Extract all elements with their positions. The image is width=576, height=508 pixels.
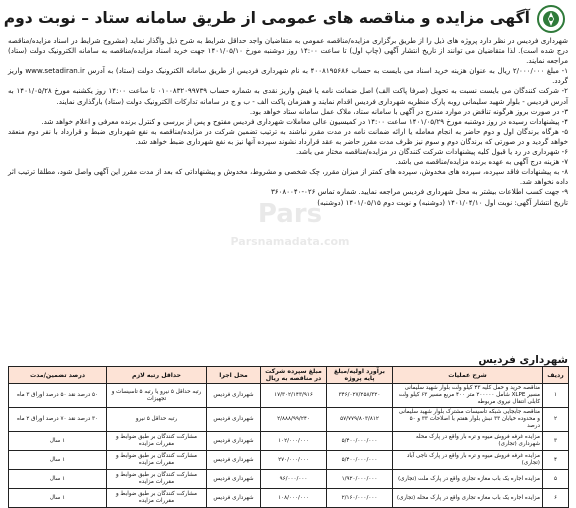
row-min-rank: رتبه حداقل ۵ نیرو یا رتبه ۵ تاسیسات و تجهیزات (107, 384, 207, 408)
row-base-price: ۱/۹۲۰/۰۰۰/۰۰۰ (327, 470, 393, 489)
watermark-domain: Parsnamadata.com (230, 235, 350, 248)
condition-7: ۷- هزینه درج آگهی به عهده برنده مزایده/مناقصه می باشد. (395, 157, 568, 167)
row-base-price: ۳۴۶/۰۲۷/۲۵۸/۳۲۰ (327, 384, 393, 408)
col-header-guarantee: درصد تضمین/مدت (9, 367, 107, 384)
page-title: آگهی مزایده و مناقصه های عمومی از طریق سامانه ستاد – نوبت دوم (3, 9, 530, 27)
row-guarantee: ۱ سال (9, 470, 107, 489)
row-number: ۴ (543, 451, 569, 470)
condition-5: ۵- هرگاه برندگان اول و دوم حاضر به انجام معامله یا ارائه ضمانت نامه در مدت مقرر نباشند به ترتیب تضمین شرکت در مزایده/مناقصه به نفع شهرداری ضبط و قرارداد با نفر دوم منعقد خواهد گردید و در صورتی که برندگان دوم و سوم نیز ظرف مدت مقرر حاضر به عقد قرارداد نشوند سپرده آنها نیز به نفع شهرداری ضبط خواهد شد. (8, 126, 568, 146)
row-location: شهرداری فردیس (207, 408, 261, 432)
col-header-location: محل اجرا (207, 367, 261, 384)
row-deposit: ۱۰۸/۰۰۰/۰۰۰ (261, 489, 327, 508)
row-location: شهرداری فردیس (207, 470, 261, 489)
row-base-price: ۵۷/۷۷۹/۸۰۳/۸۱۲ (327, 408, 393, 432)
row-number: ۱ (543, 384, 569, 408)
row-base-price: ۵/۴۰۰/۰۰۰/۰۰۰ (327, 451, 393, 470)
row-number: ۵ (543, 470, 569, 489)
row-number: ۳ (543, 432, 569, 451)
col-header-description: شرح عملیات (393, 367, 543, 384)
table-row (9, 489, 569, 508)
watermark-text: Pars (257, 199, 323, 229)
row-guarantee: ۱ سال (9, 451, 107, 470)
table-header-row (9, 367, 569, 384)
col-header-row-number: ردیف (543, 367, 569, 384)
announcement-body (8, 36, 568, 336)
row-deposit: ۹۶/۰۰۰/۰۰۰ (261, 470, 327, 489)
intro-paragraph: شهرداری فردیس در نظر دارد پروژه های ذیل را از طریق برگزاری مزایده/مناقصه عمومی به متقاضیان واجد حداقل شرایط به شرح ذیل واگذار نماید (مشروح شرایط در اسناد مزایده/مناقصه درج شده است). لذا متقاضیان می توانند از تاریخ انتشار آگهی (چاپ اول) تا ساعت ۱۴:۰۰ روز دوشنبه مورخ ۱۴۰۱/۰۵/۱۰ جهت خرید اسناد مزایده/مناقصه به سامانه الکترونیک دولت (ستاد) مراجعه نمایند. (8, 36, 568, 66)
col-header-deposit: مبلغ سپرده شرکت در مناقصه به ریال (261, 367, 327, 384)
table-row (9, 451, 569, 470)
row-min-rank: مشارکت کنندگان بر طبق ضوابط و مقررات مزایده (107, 451, 207, 470)
publication-dates: تاریخ انتشار آگهی: نوبت اول ۱۴۰۱/۰۴/۱۰ (دوشنبه) و نوبت دوم ۱۴۰۱/۰۵/۱۵ (دوشنبه) (317, 197, 568, 207)
section-title: شهرداری فردیس (478, 354, 568, 366)
row-min-rank: رتبه حداقل ۵ نیرو (107, 408, 207, 432)
row-min-rank: مشارکت کنندگان بر طبق ضوابط و مقررات مزایده (107, 470, 207, 489)
row-guarantee: ۱ سال (9, 489, 107, 508)
row-location: شهرداری فردیس (207, 432, 261, 451)
row-location: شهرداری فردیس (207, 489, 261, 508)
condition-8: ۸- به پیشنهادات فاقد سپرده، سپرده های مخدوش، سپرده های کمتر از میزان مقرر، چک شخصی و مشروط، مخدوش و پیشنهاداتی که بعد از مدت مقرر این آگهی واصل شود، مطلقا ترتیب اثر داده نخواهد شد. (8, 167, 568, 187)
row-location: شهرداری فردیس (207, 384, 261, 408)
condition-1: ۱- مبلغ ۲/۰۰۰/۰۰۰ ریال به عنوان هزینه خرید اسناد می بایست به حساب ۴۰۰۸۱۹۵۶۸۶ به نام شهرداری فردیس از طریق سامانه الکترونیک دولت (ستاد) به آدرس www.setadiran.ir واریز گردد. (8, 66, 568, 86)
condition-6: ۶- شهرداری در رد یا قبول کلیه پیشنهادات شرکت کنندگان در مزایده/مناقصه مختار می باشد. (295, 147, 568, 157)
municipality-logo-icon (536, 4, 566, 34)
row-description: مزایده اجاره یک باب مغازه تجاری واقع در پارک محله (تجاری) (393, 489, 543, 508)
row-description: مناقصه خرید و حمل کلیه ۴۳ کیلو ولت بلوار شهید سلیمانی مسیر XLPE شامل ۲۰۰۰۰۰ متر ۴۰۰ مربع مسیر ۶۳ کیلو ولت کابلی انتقال نیروی مربوطه (393, 384, 543, 408)
row-min-rank: مشارکت کنندگان بر طبق ضوابط و مقررات مزایده (107, 489, 207, 508)
table-row (9, 408, 569, 432)
row-guarantee: ۱ سال (9, 432, 107, 451)
row-description: مناقصه جابجایی شبکه تاسیسات مشترک بلوار شهید سلیمانی و محدوده خیابان ۳۳ نبش بلوار هفتم با اصلاحات ۳۳ و ۵۰ درصد (393, 408, 543, 432)
col-header-base-price: برآورد اولیه/مبلغ پایه پروژه (327, 367, 393, 384)
table-row (9, 384, 569, 408)
col-header-min-rank: حداقل رتبه لازم (107, 367, 207, 384)
row-location: شهرداری فردیس (207, 451, 261, 470)
condition-3: ۳- در صورت بروز هرگونه تناقض در موارد مندرج در آگهی با سامانه ستاد، ملاک عمل سامانه ستاد خواهد بود. (249, 106, 568, 116)
table-row (9, 470, 569, 489)
row-deposit: ۲۷۰/۰۰۰/۰۰۰ (261, 451, 327, 470)
row-guarantee: ۵۰ درصد نقد ۵۰ درصد اوراق ۳ ماه (9, 384, 107, 408)
row-deposit: ۲/۸۸۸/۹۹/۲۴۰ (261, 408, 327, 432)
table-row (9, 432, 569, 451)
row-description: مزایده غرفه فروش میوه و تره بار واقع در پارک ناجی آباد (تجاری) (393, 451, 543, 470)
row-guarantee: ۳۰ درصد نقد ۷۰ درصد اوراق ۲ ماه (9, 408, 107, 432)
tenders-table (8, 366, 569, 508)
row-description: مزایده اجاره یک باب مغازه تجاری واقع در پارک ملت (تجاری) (393, 470, 543, 489)
condition-4: ۴- پیشنهادات رسیده در روز دوشنبه مورخ ۱۴۰۱/۰۵/۲۹ ساعت ۱۴:۰۰ در کمیسیون عالی معاملات شهرداری فردیس مفتوح و پس از بررسی و کنترل برنده معرفی و اعلام خواهد شد. (41, 116, 568, 126)
row-min-rank: مشارکت کنندگان بر طبق ضوابط و مقررات مزایده (107, 432, 207, 451)
row-base-price: ۵/۴۰۰/۰۰۰/۰۰۰ (327, 432, 393, 451)
row-description: مزایده غرفه فروش میوه و تره بار واقع در پارک محله شهرداری (تجاری) (393, 432, 543, 451)
row-base-price: ۲/۱۶۰/۰۰۰/۰۰۰ (327, 489, 393, 508)
header (3, 4, 570, 34)
row-deposit: ۱۰۲/۰۰۰/۰۰۰ (261, 432, 327, 451)
row-deposit: ۱۷/۳۰۲/۱۴۳/۹۱۶ (261, 384, 327, 408)
row-number: ۶ (543, 489, 569, 508)
condition-2: ۲- شرکت کنندگان می بایست نسبت به تحویل (صرفا پاکت الف) اصل ضمانت نامه یا فیش واریز نقدی به شماره حساب ۰۱۰۰۸۳۲۰۹۹۷۳۹ تا ساعت ۱۴:۰۰ روز یکشنبه مورخ ۱۴۰۱/۰۵/۲۸ به آدرس فردیس - بلوار شهید سلیمانی روبه پارک منظریه شهرداری فردیس اقدام نمایند و همزمان پاکت الف - ب و ج در سامانه تدارکات الکترونیک دولت (ستاد) بارگذاری نمایند. (8, 86, 568, 106)
condition-9: ۹- جهت کسب اطلاعات بیشتر به محل شهرداری فردیس مراجعه نمایید. شماره تماس ۰۲۶-۳۶۰۸۰۰۴۰ (271, 187, 568, 197)
row-number: ۲ (543, 408, 569, 432)
